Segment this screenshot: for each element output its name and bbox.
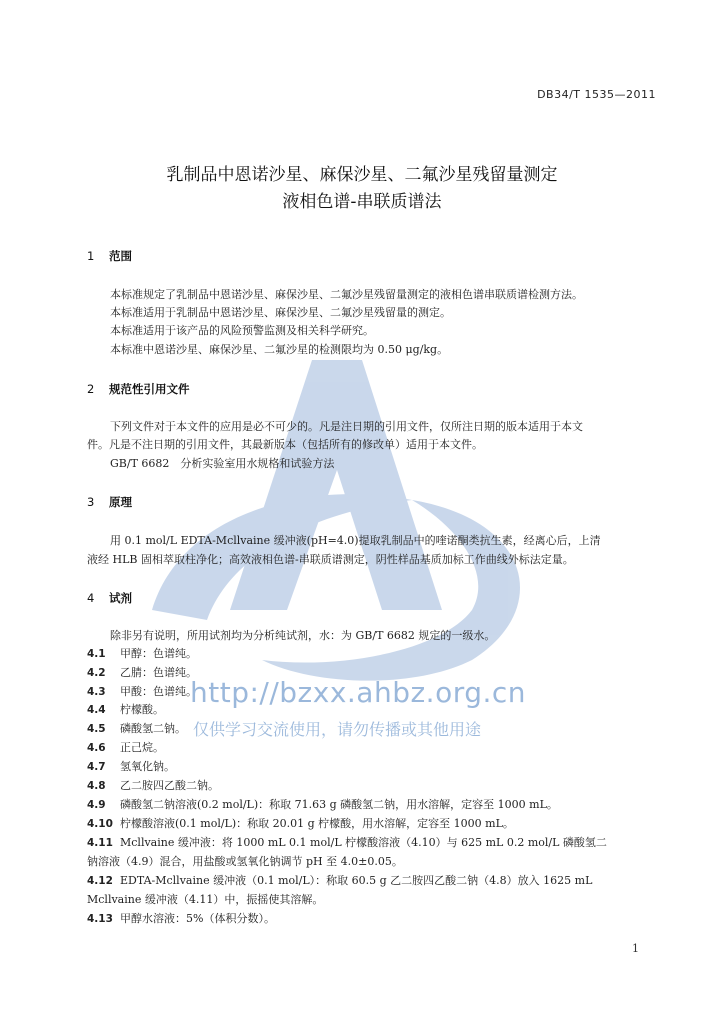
- paragraph: 件。凡是不注日期的引用文件，其最新版本（包括所有的修改单）适用于本文件。: [87, 438, 483, 451]
- section-title: 规范性引用文件: [109, 382, 190, 396]
- watermark-url: http://bzxx.ahbz.org.cn: [190, 676, 527, 709]
- list-item: 4.12 EDTA-Mcllvaine 缓冲液（0.1 mol/L）：称取 60.5 g 乙二胺四乙酸二钠（4.8）放入 1625 mL: [87, 874, 593, 887]
- section-number: 4: [87, 591, 95, 605]
- paragraph: 下列文件对于本文件的应用是必不可少的。凡是注日期的引用文件，仅所注日期的版本适用于本文: [110, 420, 583, 433]
- section-title: 试剂: [109, 591, 133, 605]
- section-4-heading: [87, 590, 132, 606]
- paragraph: 本标准规定了乳制品中恩诺沙星、麻保沙星、二氟沙星残留量测定的液相色谱串联质谱检测方法。: [110, 288, 583, 301]
- list-item: 4.8 乙二胺四乙酸二钠。: [87, 779, 219, 792]
- paragraph: 本标准适用于乳制品中恩诺沙星、麻保沙星、二氟沙星残留量的测定。: [110, 306, 451, 319]
- list-item: 4.10 柠檬酸溶液(0.1 mol/L)：称取 20.01 g 柠檬酸，用水溶解，定容至 1000 mL。: [87, 817, 514, 830]
- list-item: 4.6 正己烷。: [87, 741, 164, 754]
- list-item: 4.7 氢氧化钠。: [87, 760, 175, 773]
- standard-code: DB34/T 1535—2011: [537, 88, 656, 101]
- list-item: 4.4 柠檬酸。: [87, 703, 164, 716]
- list-item: 4.13 甲醇水溶液：5%（体积分数）。: [87, 912, 275, 925]
- list-item: 4.3 甲酸：色谱纯。: [87, 685, 197, 698]
- document-title-line1: 乳制品中恩诺沙星、麻保沙星、二氟沙星残留量测定: [166, 165, 558, 185]
- paragraph: 本标准适用于该产品的风险预警监测及相关科学研究。: [110, 324, 374, 337]
- section-number: 3: [87, 495, 95, 509]
- paragraph: GB/T 6682 分析实验室用水规格和试验方法: [110, 457, 335, 470]
- section-number: 1: [87, 249, 95, 263]
- section-title: 原理: [109, 495, 133, 509]
- section-number: 2: [87, 382, 95, 396]
- page-number: 1: [632, 942, 639, 955]
- section-1-heading: [87, 248, 132, 264]
- paragraph: 本标准中恩诺沙星、麻保沙星、二氟沙星的检测限均为 0.50 μg/kg。: [110, 343, 449, 356]
- section-title: 范围: [109, 249, 133, 263]
- section-2-heading: [87, 381, 190, 397]
- list-item-continuation: Mcllvaine 缓冲液（4.11）中，振摇使其溶解。: [87, 893, 324, 906]
- document-title-line2: 液相色谱-串联质谱法: [282, 192, 442, 212]
- list-item: 4.2 乙腈：色谱纯。: [87, 666, 197, 679]
- watermark-note: 仅供学习交流使用，请勿传播或其他用途: [193, 720, 482, 739]
- list-item: 4.1 甲醇：色谱纯。: [87, 647, 197, 660]
- list-item-continuation: 钠溶液（4.9）混合，用盐酸或氢氧化钠调节 pH 至 4.0±0.05。: [87, 855, 403, 868]
- paragraph: 除非另有说明，所用试剂均为分析纯试剂，水：为 GB/T 6682 规定的一级水。: [110, 629, 496, 642]
- paragraph: 液经 HLB 固相萃取柱净化；高效液相色谱-串联质谱测定，阴性样品基质加标工作曲线外标法定量。: [87, 553, 574, 566]
- list-item: 4.11 Mcllvaine 缓冲液：将 1000 mL 0.1 mol/L 柠檬酸溶液（4.10）与 625 mL 0.2 mol/L 磷酸氢二: [87, 836, 607, 849]
- paragraph: 用 0.1 mol/L EDTA-Mcllvaine 缓冲液(pH=4.0)提取乳制品中的喹诺酮类抗生素，经离心后，上清: [110, 534, 601, 547]
- section-3-heading: [87, 494, 132, 510]
- list-item: 4.9 磷酸氢二钠溶液(0.2 mol/L)：称取 71.63 g 磷酸氢二钠，用水溶解，定容至 1000 mL。: [87, 798, 558, 811]
- list-item: 4.5 磷酸氢二钠。: [87, 722, 186, 735]
